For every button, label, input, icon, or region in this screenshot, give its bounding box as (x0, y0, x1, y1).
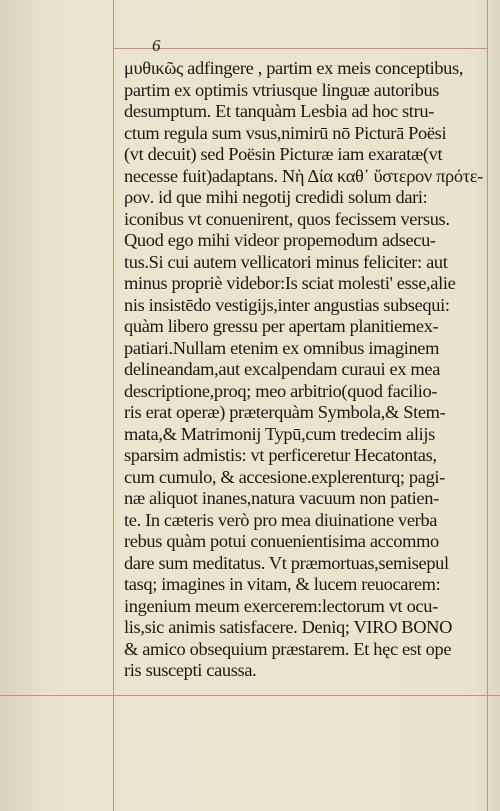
text-line: ρον. id que mihi negotij credidi solum dari: (124, 187, 428, 207)
text-line: ris suscepti caussa. (124, 660, 257, 680)
text-line: mata,& Matrimonij Typū,cum tredecim alijs (124, 423, 435, 444)
left-margin-rule (113, 0, 114, 811)
text-line: nis insistēdo vestigijs,inter angustias subsequi: (124, 294, 450, 315)
text-line: (vt decuit) sed Poësin Picturæ iam exaratæ(vt (124, 144, 443, 164)
text-line: delineandam,aut excalpendam curaui ex mea (124, 359, 441, 379)
text-line: lis,sic animis satisfacere. Deniq; VIRO BONO (124, 617, 453, 637)
text-line: partim ex optimis vtriusque linguæ autoribus (124, 79, 440, 100)
top-rule (113, 48, 487, 49)
text-line: Quod ego mihi videor propemodum adsecu- (124, 230, 436, 250)
text-line: te. In cæteris verò pro mea diuinatione verba (124, 509, 438, 530)
right-margin-rule (487, 0, 488, 811)
text-line: dare sum meditatus. Vt præmortuas,semisepul (124, 552, 449, 573)
text-line: tasq; imagines in vitam, & lucem reuocarem: (124, 574, 441, 594)
text-line: ris erat operæ) præterquàm Symbola,& Stem- (124, 402, 446, 422)
text-line: cum cumulo, & accesione.explerenturq; pagi- (124, 466, 445, 487)
bottom-rule (0, 695, 500, 696)
text-line: patiari.Nullam etenim ex omnibus imaginem (124, 337, 440, 358)
text-line: desumptum. Et tanquàm Lesbia ad hoc stru- (124, 101, 434, 121)
text-line: quàm libero gressu per apertam planitiemex- (124, 316, 439, 336)
text-line: necesse fuit)adaptans. Νὴ Δία καθ᾽ ὕστερον πρότε- (124, 165, 483, 186)
text-line: minus propriè videbor:Is sciat molesti' esse,alie (124, 273, 456, 293)
text-line: descriptione,proq; meo arbitrio(quod facilio- (124, 380, 438, 401)
text-line: tus.Si cui autem vellicatori minus feliciter: aut (124, 251, 448, 272)
text-line: rebus quàm potui conuenientisima accommo (124, 531, 439, 551)
body-text (124, 58, 484, 682)
text-line: ctum regula sum vsus,nimirū nō Picturā Poësi (124, 122, 447, 143)
text-line: ingenium meum exercerem:lectorum vt ocu- (124, 595, 438, 616)
text-line: iconibus vt conuenirent, quos fecissem versus. (124, 208, 450, 229)
text-line: & amico obsequium præstarem. Et hęc est ope (124, 638, 452, 659)
page-number: 6 (152, 36, 161, 55)
text-line: μυθικῶς adfingere , partim ex meis conceptibus, (124, 58, 464, 78)
text-line: sparsim admistis: vt perficeretur Hecatontas, (124, 445, 437, 465)
text-line: næ aliquot inanes,natura vacuum non patien- (124, 488, 439, 508)
